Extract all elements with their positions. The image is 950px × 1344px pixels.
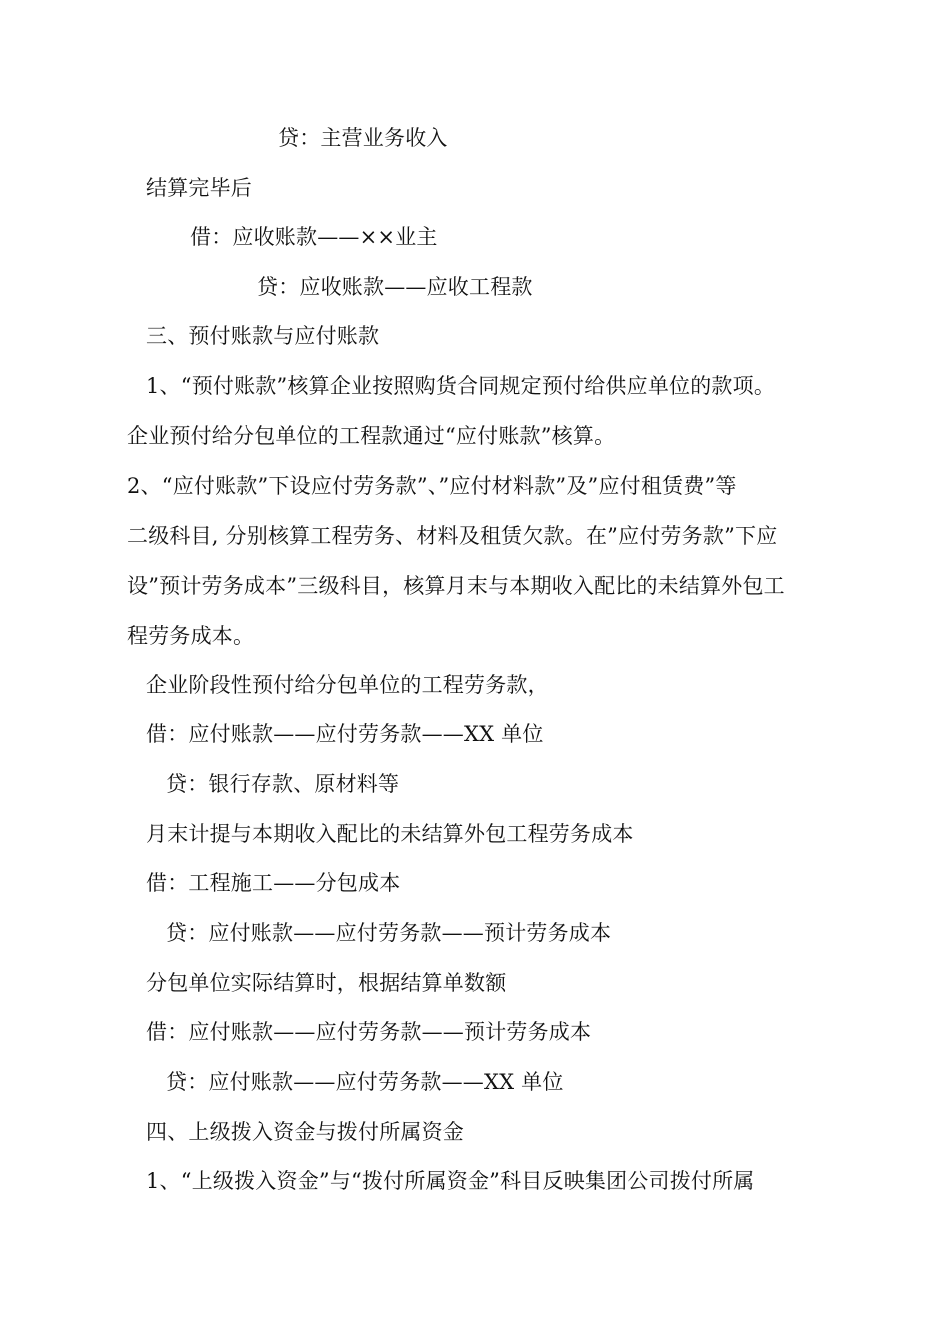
journal-credit-bank-materials: 贷：银行存款、原材料等 [166,772,400,796]
paragraph-stage-prepay: 企业阶段性预付给分包单位的工程劳务款， [146,673,549,697]
paragraph-settlement-complete: 结算完毕后 [146,176,252,200]
journal-debit-payable-xx-unit: 借：应付账款——应付劳务款——XX 单位 [146,722,544,746]
section-heading-3: 三、预付账款与应付账款 [146,324,380,348]
journal-debit-receivable-owner: 借：应收账款——××业主 [190,225,438,249]
paragraph-actual-settlement: 分包单位实际结算时，根据结算单数额 [146,971,507,995]
journal-credit-receivable-engineering: 贷：应收账款——应收工程款 [257,275,533,299]
paragraph-payable-line-2: 二级科目, 分别核算工程劳务、材料及租赁欠款。在”应付劳务款”下应 [127,524,778,548]
journal-credit-estimated-labor-cost: 贷：应付账款——应付劳务款——预计劳务成本 [166,921,612,945]
paragraph-payable-line-1: 2、“应付账款”下设应付劳务款”、”应付材料款”及”应付租赁费”等 [127,474,737,498]
paragraph-payable-line-3: 设”预计劳务成本”三级科目，核算月末与本期收入配比的未结算外包工 [127,574,785,598]
paragraph-prepaid-line-2: 企业预付给分包单位的工程款通过“应付账款”核算。 [127,424,616,448]
journal-credit-main-revenue: 贷：主营业务收入 [278,126,448,150]
journal-credit-payable-xx-unit: 贷：应付账款——应付劳务款——XX 单位 [166,1070,564,1094]
journal-debit-construction-subcontract: 借：工程施工——分包成本 [146,871,401,895]
paragraph-month-end-accrual: 月末计提与本期收入配比的未结算外包工程劳务成本 [146,822,634,846]
paragraph-prepaid-line-1: 1、“预付账款”核算企业按照购货合同规定预付给供应单位的款项。 [146,374,776,398]
paragraph-superior-funds-line-1: 1、“上级拨入资金”与“拨付所属资金”科目反映集团公司拨付所属 [146,1169,755,1193]
paragraph-payable-line-4: 程劳务成本。 [127,624,255,648]
journal-debit-estimated-labor-cost: 借：应付账款——应付劳务款——预计劳务成本 [146,1020,592,1044]
section-heading-4: 四、上级拨入资金与拨付所属资金 [146,1120,464,1144]
